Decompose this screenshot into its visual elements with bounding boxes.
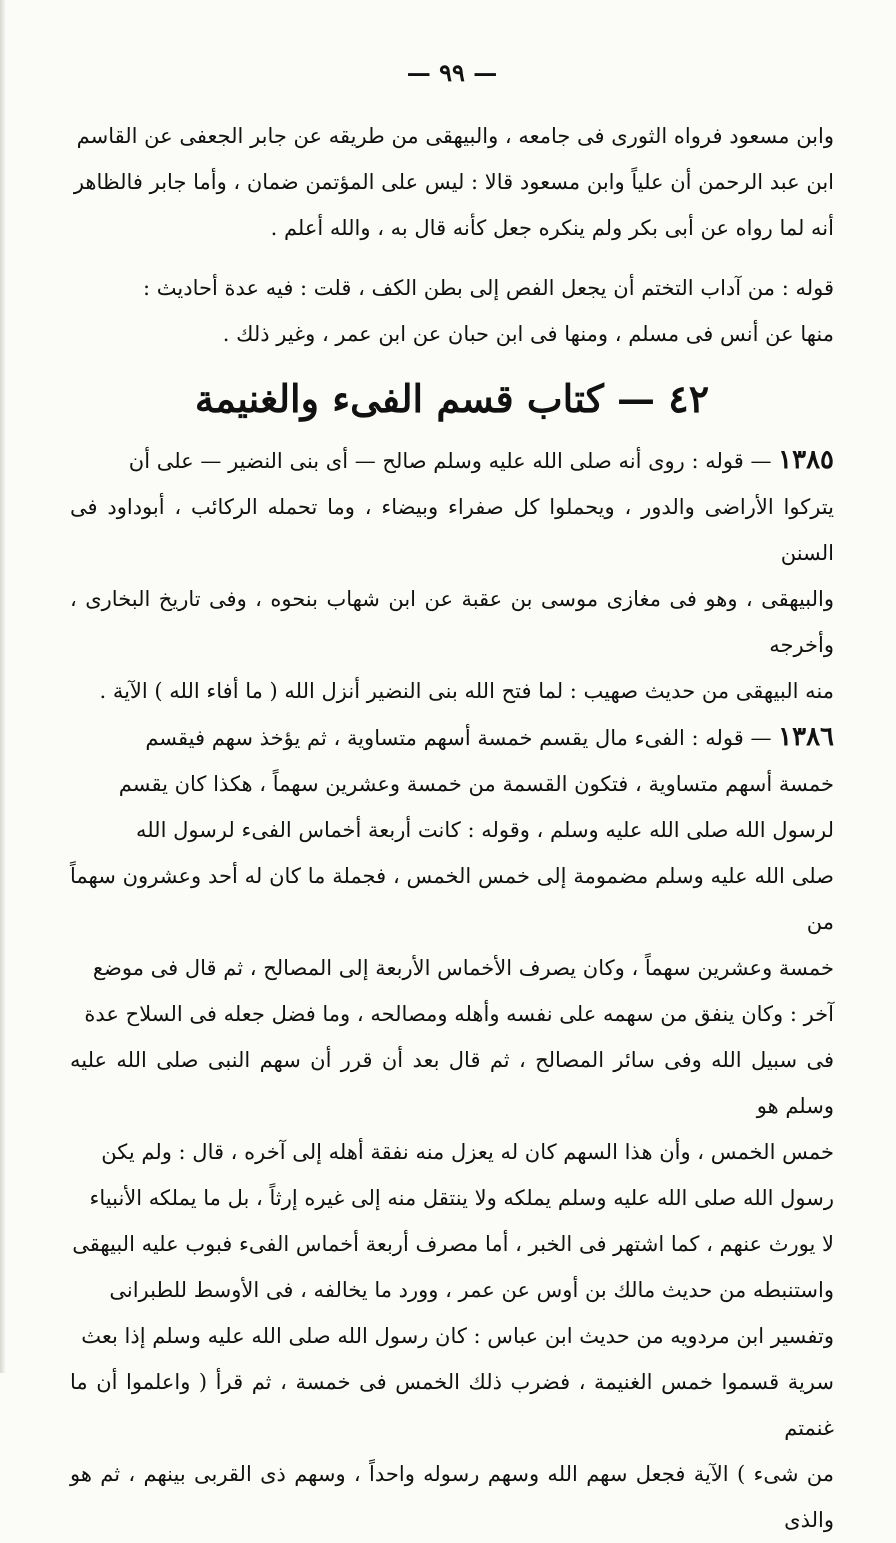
text-line: لرسول الله صلى الله عليه وسلم ، وقوله : كانت أربعة أخماس الفىء لرسول الله [135,818,834,842]
text-line: خمس الخمس ، وأن هذا السهم كان له يعزل منه نفقة أهله إلى آخره ، قال : ولم يكن [101,1140,834,1164]
text-line: وابن مسعود فرواه الثورى فى جامعه ، والبيهقى من طريقه عن جابر الجعفى عن القاسم [76,124,834,148]
text-line: رسول الله صلى الله عليه وسلم يملكه ولا ينتقل منه إلى غيره إرثاً ، بل ما يملكه الأنبياء [89,1186,834,1210]
text-line: قوله : من آداب التختم أن يجعل الفص إلى بطن الكف ، قلت : فيه عدة أحاديث : [143,276,834,300]
text-line [70,437,834,484]
text-line: واستنبطه من حديث مالك بن أوس عن عمر ، وورد ما يخالفه ، فى الأوسط للطبرانى [109,1278,834,1302]
text-line [70,714,834,761]
entry-number: ١٣٨٥ [778,445,834,475]
text-line: خمسة أسهم متساوية ، فتكون القسمة من خمسة وعشرين سهماً ، هكذا كان يقسم [118,772,834,796]
text-line: والبيهقى ، وهو فى مغازى موسى بن عقبة عن ابن شهاب بنحوه ، وفى تاريخ البخارى ، وأخرجه [70,587,834,657]
page-number: — ٩٩ — [406,58,498,87]
text-line: خمسة وعشرين سهماً ، وكان يصرف الأخماس الأربعة إلى المصالح ، ثم قال فى موضع [92,956,834,980]
entry-text: — قوله : الفىء مال يقسم خمسة أسهم متساوية ، ثم يؤخذ سهم فيقسم [145,726,772,750]
text-line: منه البيهقى من حديث صهيب : لما فتح الله بنى النضير أنزل الله ( ما أفاء الله ) الآية . [99,679,834,703]
text-line: صلى الله عليه وسلم مضمومة إلى خمس الخمس ، فجملة ما كان له أحد وعشرون سهماً من [70,864,834,934]
text-line: سرية قسموا خمس الغنيمة ، فضرب ذلك الخمس فى خمسة ، ثم قرأ ( واعلموا أن ما غنمتم [70,1370,834,1440]
text-line: فى سبيل الله وفى سائر المصالح ، ثم قال بعد أن قرر أن سهم النبى صلى الله عليه وسلم هو [70,1048,834,1118]
entry-number: ١٣٨٦ [778,722,834,752]
intro-paragraph [70,113,834,251]
chapter-heading: ٤٢ — كتاب قسم الفىء والغنيمة [194,376,710,421]
entry-1386 [70,714,834,1543]
entry-1385 [70,437,834,714]
text-line: منها عن أنس فى مسلم ، ومنها فى ابن حبان عن ابن عمر ، وغير ذلك . [222,322,834,346]
text-line: يتركوا الأراضى والدور ، ويحملوا كل صفراء وبيضاء ، وما تحمله الركائب ، أبوداود فى السنن [70,495,834,565]
entry-text: — قوله : روى أنه صلى الله عليه وسلم صالح — أى بنى النضير — على أن [128,449,772,473]
text-line: من شىء ) الآية فجعل سهم الله وسهم رسوله واحداً ، وسهم ذى القربى بينهم ، ثم هو والذى [70,1462,834,1532]
note-paragraph [70,265,834,357]
scan-shadow [0,0,6,1373]
text-line: آخر : وكان ينفق من سهمه على نفسه وأهله ومصالحه ، وما فضل جعله فى السلاح عدة [84,1002,834,1026]
text-line: ابن عبد الرحمن أن علياً وابن مسعود قالا : ليس على المؤتمن ضمان ، وأما جابر فالظاهر [73,170,834,194]
text-line: وتفسير ابن مردويه من حديث ابن عباس : كان رسول الله صلى الله عليه وسلم إذا بعث [81,1324,834,1348]
text-line: أنه لما رواه عن أبى بكر ولم ينكره جعل كأنه قال به ، والله أعلم . [270,216,834,240]
text-line: لا يورث عنهم ، كما اشتهر فى الخبر ، أما مصرف أربعة أخماس الفىء فبوب عليه البيهقى [72,1232,834,1256]
